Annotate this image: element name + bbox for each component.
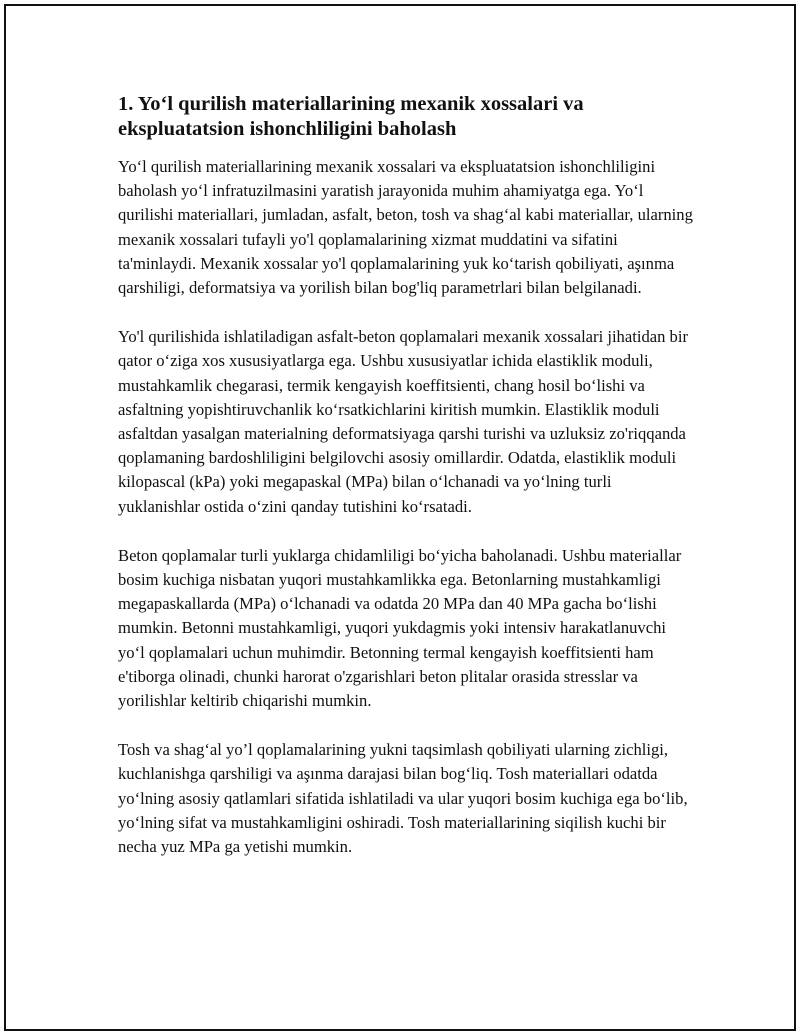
paragraph-4: Tosh va shag‘al yo’l qoplamalarining yukni taqsimlash qobiliyati ularning zichligi, kuchlanishga qarshiligi va aşınma darajasi bilan bog‘liq. Tosh materiallari odatda yo‘lning asosiy qatlamlari sifatida ishlatiladi va ular yuqori bosim kuchiga ega bo‘lib, yo‘lning sifat va mustahkamligini oshiradi. Tosh materiallarining siqilish kuchi bir necha yuz MPa ga yetishi mumkin.: [118, 740, 688, 857]
paragraph-2: Yo'l qurilishida ishlatiladigan asfalt-beton qoplamalari mexanik xossalari jihatidan bir qator o‘ziga xos xususiyatlarga ega. Ushbu xususiyatlar ichida elastiklik moduli, mustahkamlik chegarasi, termik kengayish koeffitsienti, chang hosil bo‘lishi va asfaltning yopishtiruvchanlik ko‘rsatkichlarini kiritish mumkin. Elastiklik moduli asfaltdan yasalgan materialning deformatsiyaga qarshi turishi va uzluksiz zo'riqqanda qoplamaning bardoshliligini belgilovchi asosiy omillardir. Odatda, elastiklik moduli kilopascal (kPa) yoki megapaskal (MPa) bilan o‘lchanadi va yo‘lning turli yuklanishlar ostida o‘zini qanday tutishini ko‘rsatadi.: [118, 327, 688, 516]
section-title: 1. Yo‘l qurilish materiallarining mexanik xossalari va ekspluatatsion ishonchliligini baholash: [118, 93, 584, 140]
paragraph-3: Beton qoplamalar turli yuklarga chidamliligi bo‘yicha baholanadi. Ushbu materiallar bosim kuchiga nisbatan yuqori mustahkamlikka ega. Betonlarning mustahkamligi megapaskallarda (MPa) o‘lchanadi va odatda 20 MPa dan 40 MPa gacha bo‘lishi mumkin. Betonni mustahkamligi, yuqori yukdagmis yoki intensiv harakatlanuvchi yo‘l qoplamalari uchun muhimdir. Betonning termal kengayish koeffitsienti ham e'tiborga olinadi, chunki harorat o'zgarishlari beton plitalar orasida stresslar va yorilishlar keltirib chiqarishi mumkin.: [118, 545, 682, 711]
paragraph-1: Yo‘l qurilish materiallarining mexanik xossalari va ekspluatatsion ishonchliligini baholash yo‘l infratuzilmasini yaratish jarayonida muhim ahamiyatga ega. Yo‘l qurilishi materiallari, jumladan, asfalt, beton, tosh va shag‘al kabi materiallar, ularning mexanik xossalari tufayli yo'l qoplamalarining xizmat muddatini va sifatini ta'minlaydi. Mexanik xossalar yo'l qoplamalarining yuk ko‘tarish qobiliyati, aşınma qarshiligi, deformatsiya va yorilish bilan bog'liq parametrlari bilan belgilanadi.: [118, 157, 693, 298]
document-body: [118, 92, 693, 884]
